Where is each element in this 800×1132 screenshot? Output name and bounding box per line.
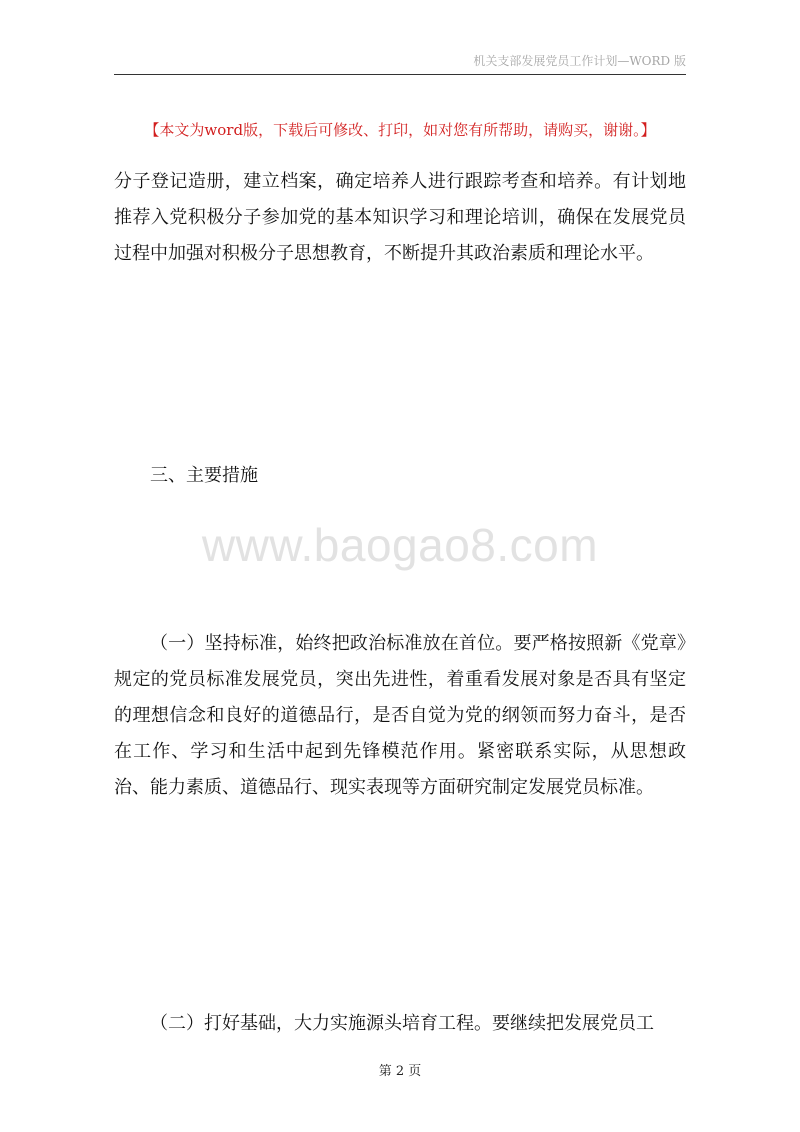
paragraph-measure-1: （一）坚持标准，始终把政治标准放在首位。要严格按照新《党章》规定的党员标准发展党员，突出先进性，着重看发展对象是否具有坚定的理想信念和良好的道德品行，是否自觉为党的纲领而努力奋斗，是否在工作、学习和生活中起到先锋模范作用。紧密联系实际，从思想政治、能力素质、道德品行、现实表现等方面研究制定发展党员标准。 — [114, 633, 686, 798]
watermark: www.baogao8.com — [201, 519, 599, 571]
section-heading: 三、主要措施 — [150, 465, 258, 486]
download-notice: 【本文为word版，下载后可修改、打印，如对您有所帮助，请购买，谢谢。】 — [144, 121, 656, 139]
page-header-title: 机关支部发展党员工作计划—WORD 版 — [473, 54, 686, 68]
header-divider — [114, 74, 686, 75]
paragraph-continuation: 分子登记造册，建立档案，确定培养人进行跟踪考查和培养。有计划地推荐入党积极分子参加党的基本知识学习和理论培训，确保在发展党员过程中加强对积极分子思想教育，不断提升其政治素质和理论水平。 — [114, 171, 686, 264]
paragraph-measure-2: （二）打好基础，大力实施源头培育工程。要继续把发展党员工 — [150, 1013, 654, 1034]
page-number: 第 2 页 — [378, 1064, 422, 1079]
